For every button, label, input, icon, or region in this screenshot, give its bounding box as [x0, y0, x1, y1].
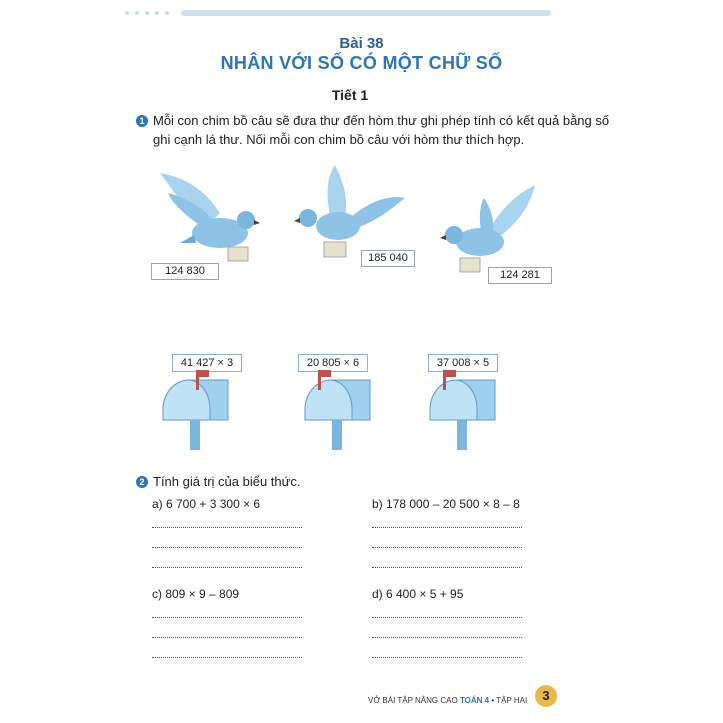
expression-c: c) 809 × 9 – 809	[152, 587, 240, 601]
mailbox-icon[interactable]	[300, 370, 380, 455]
footer-book: VỞ BÀI TẬP NÂNG CAO	[368, 696, 458, 705]
answer-line[interactable]	[152, 567, 302, 568]
expression-a: a) 6 700 + 3 300 × 6	[152, 497, 261, 511]
session-title: Tiết 1	[331, 87, 369, 103]
decor-dot	[155, 11, 159, 15]
mailbox-icon[interactable]	[158, 370, 238, 455]
question-1-text-line2: ghi cạnh lá thư. Nối mỗi con chim bồ câu với hòm thư thích hợp.	[153, 132, 525, 147]
footer-subject: TOÁN 4	[459, 696, 490, 705]
answer-line[interactable]	[152, 637, 302, 638]
mailbox-icon[interactable]	[425, 370, 505, 455]
pigeon-value-label[interactable]: 124 281	[488, 267, 552, 284]
question-2-text: Tính giá trị của biểu thức.	[153, 474, 301, 489]
answer-line[interactable]	[152, 527, 302, 528]
expression-d: d) 6 400 × 5 + 95	[372, 587, 464, 601]
answer-line[interactable]	[372, 547, 522, 548]
answer-line[interactable]	[372, 527, 522, 528]
expression-b: b) 178 000 – 20 500 × 8 – 8	[372, 497, 520, 511]
lesson-number: Bài 38	[339, 35, 384, 52]
answer-line[interactable]	[372, 617, 522, 618]
answer-line[interactable]	[152, 547, 302, 548]
answer-line[interactable]	[152, 617, 302, 618]
question-2-badge: 2	[136, 476, 148, 488]
top-decoration	[125, 10, 550, 16]
decor-bar	[181, 10, 551, 16]
answer-line[interactable]	[372, 637, 522, 638]
footer-volume: • TẬP HAI	[491, 696, 528, 705]
mailbox-expression: 37 008 × 5	[428, 354, 498, 372]
footer-book-title	[368, 696, 527, 705]
decor-dot	[165, 11, 169, 15]
mailbox-expression: 20 805 × 6	[298, 354, 368, 372]
answer-line[interactable]	[152, 657, 302, 658]
decor-dot	[125, 11, 129, 15]
decor-dot	[135, 11, 139, 15]
answer-line[interactable]	[372, 657, 522, 658]
pigeon-icon	[440, 180, 550, 280]
lesson-title: NHÂN VỚI SỐ CÓ MỘT CHỮ SỐ	[220, 53, 503, 73]
question-1-badge: 1	[136, 115, 148, 127]
decor-dot	[145, 11, 149, 15]
mailbox-expression: 41 427 × 3	[172, 354, 242, 372]
pigeon-value-label[interactable]: 185 040	[361, 250, 415, 267]
page-number: 3	[535, 685, 557, 707]
question-1-text-line1: Mỗi con chim bồ câu sẽ đưa thư đến hòm thư ghi phép tính có kết quả bằng số	[153, 113, 610, 128]
pigeon-value-label[interactable]: 124 830	[151, 263, 219, 280]
answer-line[interactable]	[372, 567, 522, 568]
